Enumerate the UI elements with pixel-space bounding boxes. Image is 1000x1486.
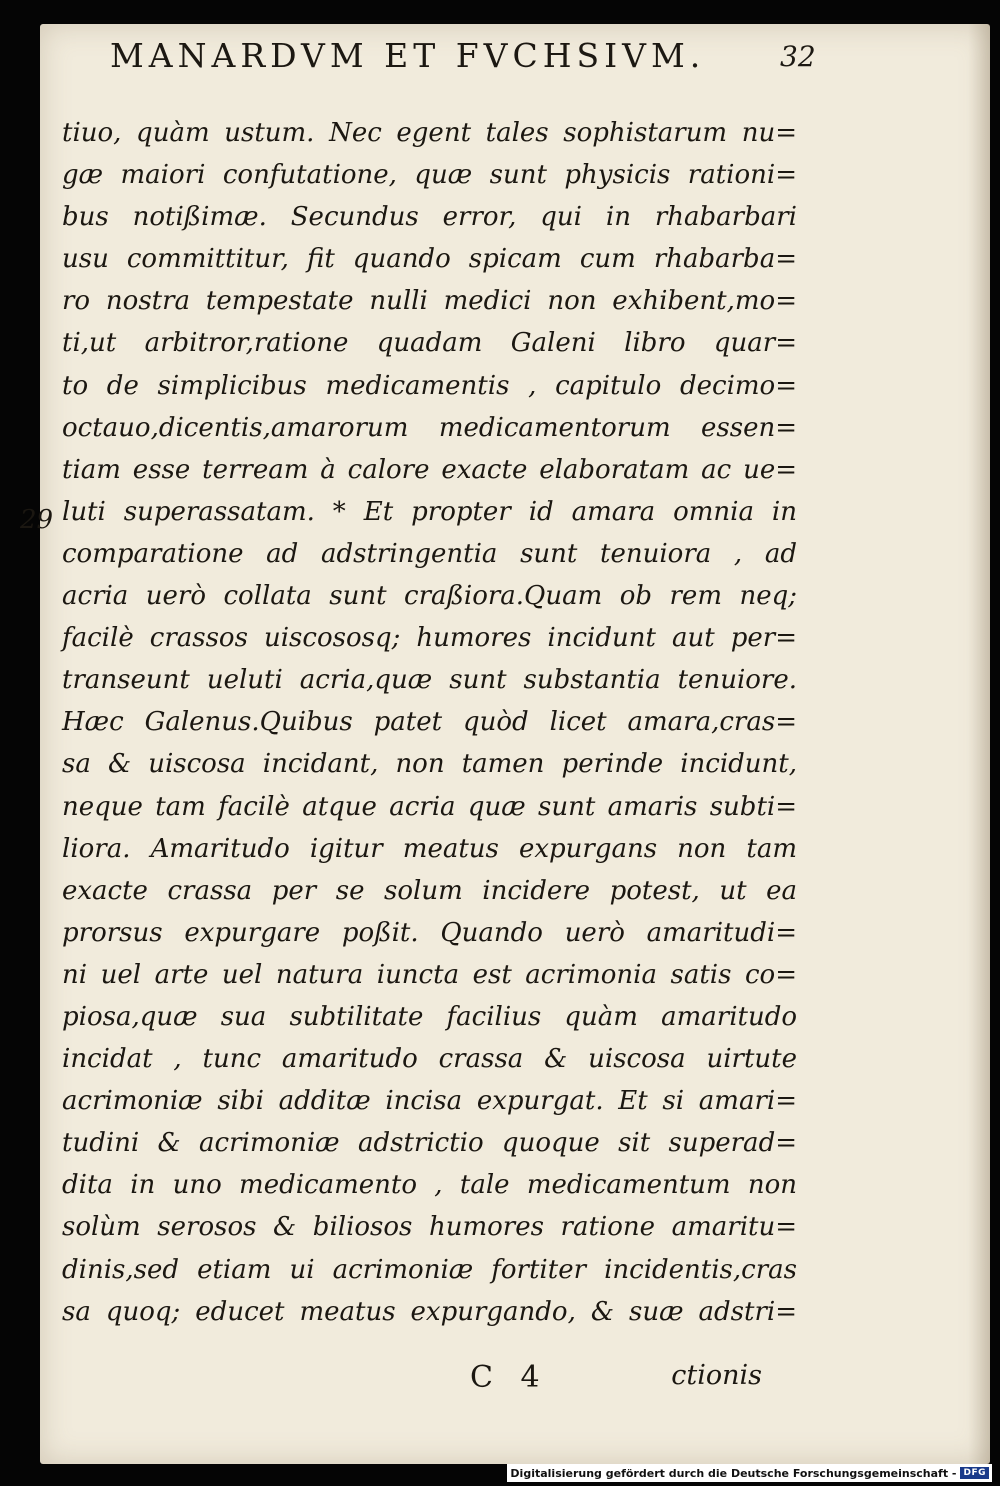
body-text bbox=[62, 112, 797, 1333]
text-line: comparatione ad adstringentia sunt tenuiora , ad bbox=[62, 538, 797, 569]
page-edge-shadow bbox=[968, 24, 990, 1464]
text-line: to de simplicibus medicamentis , capitulo decimo= bbox=[62, 370, 797, 401]
text-line: ni uel arte uel natura iuncta est acrimonia satis co= bbox=[62, 959, 797, 990]
credit-text: Digitalisierung gefördert durch die Deutsche Forschungsgemeinschaft - bbox=[510, 1466, 957, 1480]
text-line: transeunt ueluti acria,quæ sunt substantia tenuiore. bbox=[62, 665, 797, 696]
text-line: incidat , tunc amaritudo crassa & uiscosa uirtute bbox=[62, 1044, 797, 1075]
text-line: dita in uno medicamento , tale medicamentum non bbox=[62, 1170, 797, 1201]
page-header bbox=[110, 36, 910, 96]
text-line: prorsus expurgare poßit. Quando uerò amaritudi= bbox=[62, 917, 797, 948]
text-line: liora. Amaritudo igitur meatus expurgans non tam bbox=[62, 833, 797, 864]
text-line: dinis,sed etiam ui acrimoniæ fortiter incidentis,cras bbox=[62, 1254, 797, 1285]
text-line: octauo,dicentis,amarorum medicamentorum essen= bbox=[62, 412, 797, 443]
text-line: luti superassatam. * Et propter id amara omnia in bbox=[62, 496, 797, 527]
text-line: tiam esse terream à calore exacte elaboratam ac ue= bbox=[62, 454, 797, 485]
text-line: gæ maiori confutatione, quæ sunt physicis rationi= bbox=[62, 160, 797, 191]
text-line: tiuo, quàm ustum. Nec egent tales sophistarum nu= bbox=[62, 118, 797, 148]
text-line: sa quoq; educet meatus expurgando, & suæ adstri= bbox=[62, 1296, 797, 1327]
digitization-credit bbox=[507, 1464, 992, 1482]
text-line: usu committitur, fit quando spicam cum rhabarba= bbox=[62, 244, 797, 275]
page-footer bbox=[470, 1360, 800, 1404]
dfg-logo-icon: DFG bbox=[960, 1467, 989, 1479]
text-line: solùm serosos & biliosos humores ratione amaritu= bbox=[62, 1212, 797, 1243]
text-line: facilè crassos uiscososq; humores incidunt aut per= bbox=[62, 623, 797, 654]
text-line: sa & uiscosa incidant, non tamen perinde incidunt, bbox=[62, 749, 797, 780]
text-line: tudini & acrimoniæ adstrictio quoque sit superad= bbox=[62, 1128, 797, 1159]
text-line: piosa,quæ sua subtilitate facilius quàm amaritudo bbox=[62, 1001, 797, 1032]
running-title: MANARDVM ET FVCHSIVM. bbox=[110, 36, 706, 75]
catchword: ctionis bbox=[671, 1360, 762, 1391]
margin-note: 29 bbox=[20, 505, 54, 535]
signature-mark: C 4 bbox=[470, 1360, 540, 1395]
text-line: ro nostra tempestate nulli medici non exhibent,mo= bbox=[62, 286, 797, 317]
text-line: bus notißimæ. Secundus error, qui in rhabarbari bbox=[62, 202, 797, 233]
folio-number: 32 bbox=[780, 40, 816, 73]
text-line: exacte crassa per se solum incidere potest, ut ea bbox=[62, 875, 797, 906]
text-line: Hæc Galenus.Quibus patet quòd licet amara,cras= bbox=[62, 707, 797, 738]
text-line: acria uerò collata sunt craßiora.Quam ob rem neq; bbox=[62, 581, 797, 612]
text-line: neque tam facilè atque acria quæ sunt amaris subti= bbox=[62, 791, 797, 822]
text-line: ti,ut arbitror,ratione quadam Galeni libro quar= bbox=[62, 328, 797, 359]
text-line: acrimoniæ sibi additæ incisa expurgat. Et si amari= bbox=[62, 1086, 797, 1117]
